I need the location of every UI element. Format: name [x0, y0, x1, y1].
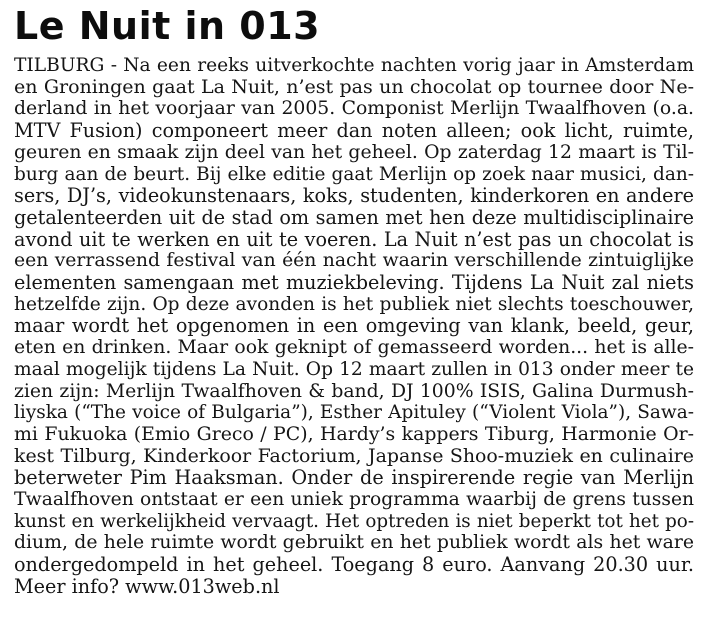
article-line: geuren en smaak zijn deel van het geheel. Op zaterdag 12 maart is Til-	[14, 141, 694, 163]
article-line: kunst en werkelijkheid vervaagt. Het optreden is niet beperkt tot het po-	[14, 510, 694, 532]
article-line: TILBURG - Na een reeks uitverkochte nachten vorig jaar in Amsterdam	[14, 55, 694, 76]
article-line: derland in het voorjaar van 2005. Componist Merlijn Twaalfhoven (o.a.	[14, 98, 694, 120]
article-line: beterweter Pim Haaksman. Onder de inspirerende regie van Merlijn	[14, 467, 694, 490]
article-line: getalenteerden uit de stad om samen met hen deze multidisciplinaire	[14, 206, 694, 229]
article-line: ondergedompeld in het geheel. Toegang 8 euro. Aanvang 20.30 uur.	[14, 554, 694, 576]
article-body	[14, 55, 694, 598]
article-line: Meer info? www.013web.nl	[14, 575, 280, 598]
article-line: kest Tilburg, Kinderkoor Factorium, Japanse Shoo-muziek en culinaire	[14, 445, 694, 467]
article-line: hetzelfde zijn. Op deze avonden is het publiek niet slechts toeschouwer,	[14, 293, 694, 315]
article-line: eten en drinken. Maar ook geknipt of gemasseerd worden... het is alle-	[14, 337, 694, 359]
article-line: liyska (“The voice of Bulgaria”), Esther Apituley (“Violent Viola”), Sawa-	[14, 402, 694, 424]
article-line: maal mogelijk tijdens La Nuit. Op 12 maart zullen in 013 onder meer te	[14, 358, 694, 380]
article-line: zien zijn: Merlijn Twaalfhoven & band, DJ 100% ISIS, Galina Durmush-	[14, 380, 694, 402]
article-line: MTV Fusion) componeert meer dan noten alleen; ook licht, ruimte,	[14, 120, 694, 142]
article-line: elementen samengaan met muziekbeleving. Tijdens La Nuit zal niets	[14, 272, 694, 294]
article-line: burg aan de beurt. Bij elke editie gaat Merlijn op zoek naar musici, dan-	[14, 163, 694, 185]
article-line: Twaalfhoven ontstaat er een uniek programma waarbij de grens tussen	[14, 489, 694, 511]
article-line: maar wordt het opgenomen in een omgeving van klank, beeld, geur,	[14, 315, 694, 338]
article-line: sers, DJ’s, videokunstenaars, koks, studenten, kinderkoren en andere	[14, 185, 694, 207]
article-line: avond uit te werken en uit te voeren. La Nuit n’est pas un chocolat is	[14, 228, 694, 251]
article-line: en Groningen gaat La Nuit, n’est pas un chocolat op tournee door Ne-	[14, 76, 694, 98]
article-line: dium, de hele ruimte wordt gebruikt en het publiek wordt als het ware	[14, 532, 694, 554]
article-line: mi Fukuoka (Emio Greco / PC), Hardy’s kappers Tiburg, Harmonie Or-	[14, 423, 694, 445]
article-line: een verrassend festival van één nacht waarin verschillende zintuiglijke	[14, 250, 694, 272]
article-headline: Le Nuit in 013	[14, 4, 321, 48]
